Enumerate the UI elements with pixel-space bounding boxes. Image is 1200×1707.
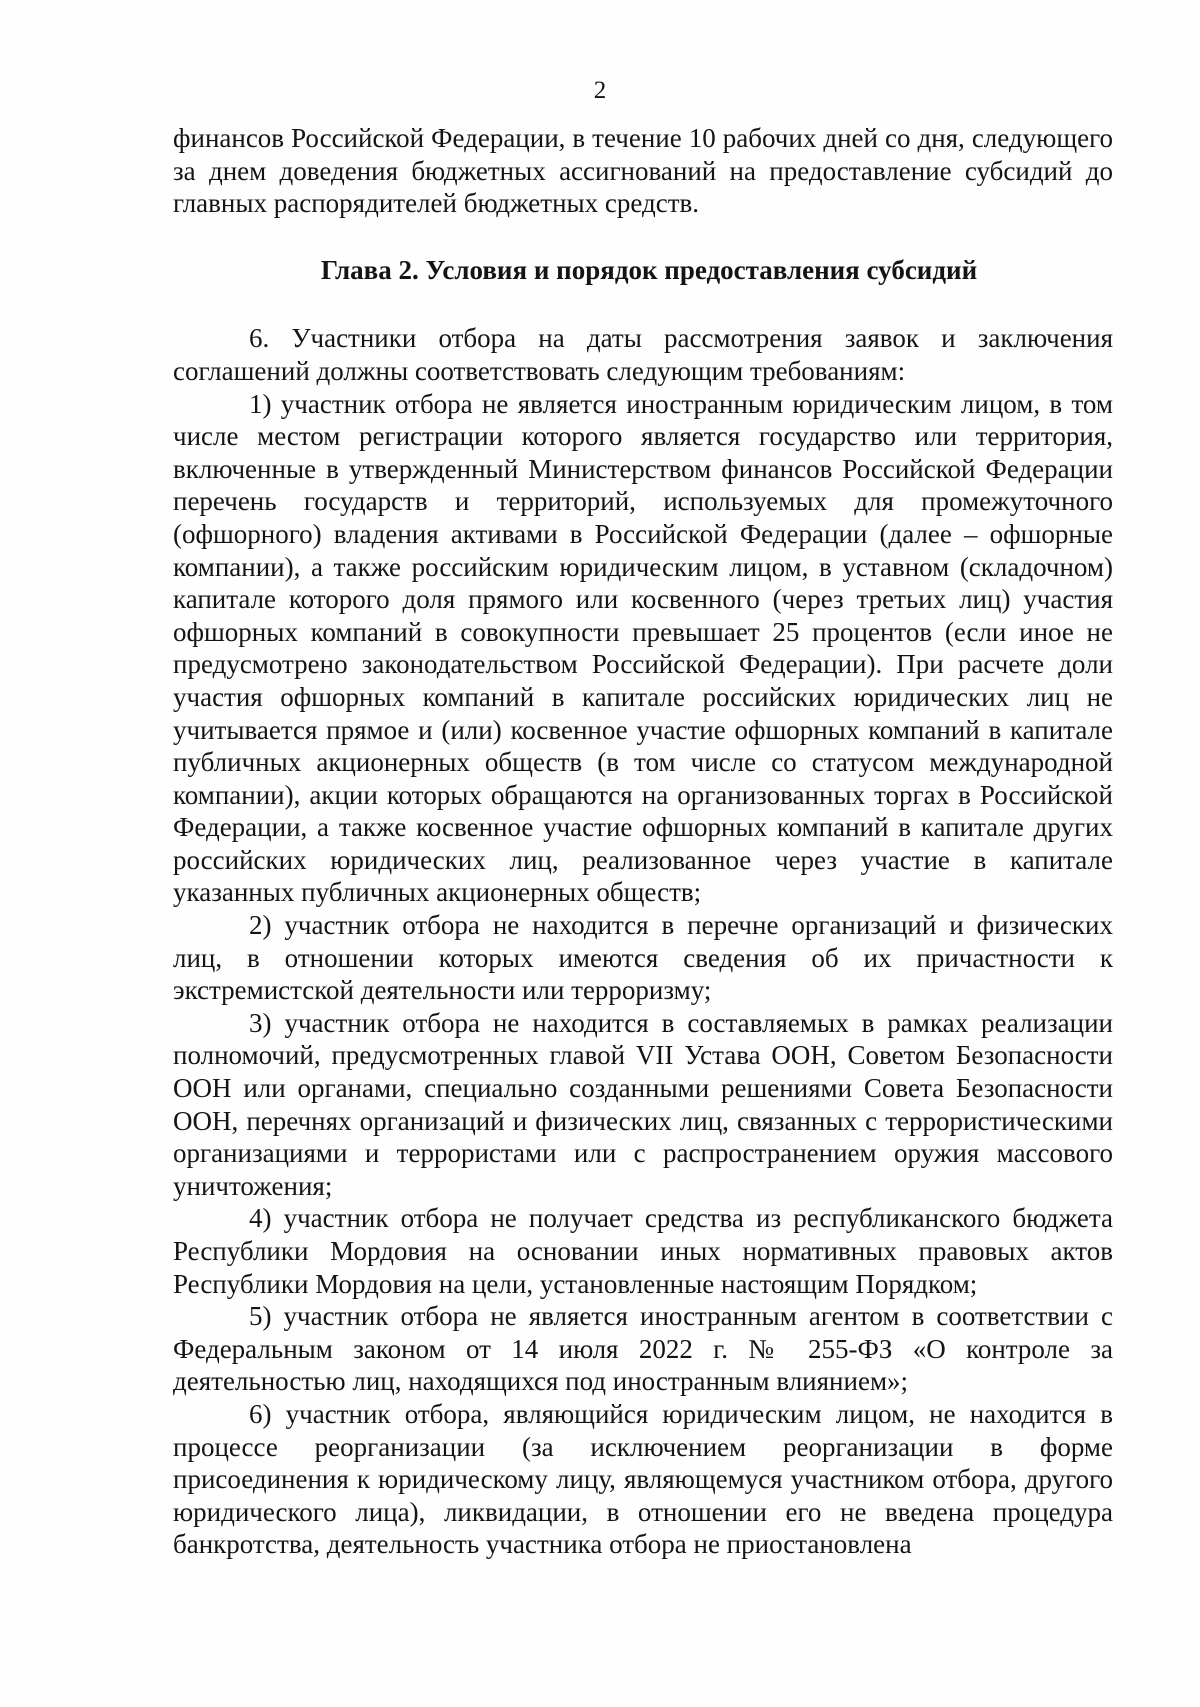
chapter-heading: Глава 2. Условия и порядок предоставления субсидий [320,254,978,285]
requirement-item-4: 4) участник отбора не получает средства из республиканского бюджета Республики Мордовия на основании иных нормативных правовых актов Республики Мордовия на цели, установленные настоящим Порядком; [173,1203,1113,1299]
requirement-item-6: 6) участник отбора, являющийся юридическим лицом, не находится в процессе реорганизации (за исключением реорганизации в форме присоединения к юридическому лицу, являющемуся участником отбора, другого юридического лица), ликвидации, в отношении его не введена процедура банкротства, деятельность участника отбора не приостановлена [173,1398,1113,1560]
requirement-item-1: 1) участник отбора не является иностранным юридическим лицом, в том числе местом регистрации которого является государство или территория, включенные в утвержденный Министерством финансов Российской Федерации перечень государств и территорий, используемых для промежуточного (офшорного) владения активами в Российской Федерации (далее – офшорные компании), а также российским юридическим лицом, в уставном (складочном) капитале которого доля прямого или косвенного (через третьих лиц) участия офшорных компаний в совокупности превышает 25 процентов (если иное не предусмотрено законодательством Российской Федерации). При расчете доли участия офшорных компаний в капитале российских юридических лиц не учитывается прямое и (или) косвенное участие офшорных компаний в капитале публичных акционерных обществ (в том числе со статусом международной компании), акции которых обращаются на организованных торгах в Российской Федерации, а также косвенное участие офшорных компаний в капитале других российских юридических лиц, реализованное через участие в капитале указанных публичных акционерных обществ; [173,388,1113,908]
page-number: 2 [593,77,607,104]
requirement-item-2: 2) участник отбора не находится в перечне организаций и физических лиц, в отношении которых имеются сведения об их причастности к экстремистской деятельности или терроризму; [173,910,1113,1006]
paragraph-6-requirements: 6. Участники отбора на даты рассмотрения заявок и заключения соглашений должны соответствовать следующим требованиям: [173,323,1113,386]
intro-paragraph: финансов Российской Федерации, в течение 10 рабочих дней со дня, следующего за днем доведения бюджетных ассигнований на предоставление субсидий до главных распорядителей бюджетных средств. [173,123,1113,219]
requirement-item-5: 5) участник отбора не является иностранным агентом в соответствии с Федеральным законом от 14 июля 2022 г. № 255-ФЗ «О контроле за деятельностью лиц, находящихся под иностранным влиянием»; [173,1301,1113,1397]
requirement-item-3: 3) участник отбора не находится в составляемых в рамках реализации полномочий, предусмотренных главой VII Устава ООН, Советом Безопасности ООН или органами, специально созданными решениями Совета Безопасности ООН, перечнях организаций и физических лиц, связанных с террористическими организациями и террористами или с распространением оружия массового уничтожения; [173,1007,1113,1201]
document-body [173,122,1113,1561]
